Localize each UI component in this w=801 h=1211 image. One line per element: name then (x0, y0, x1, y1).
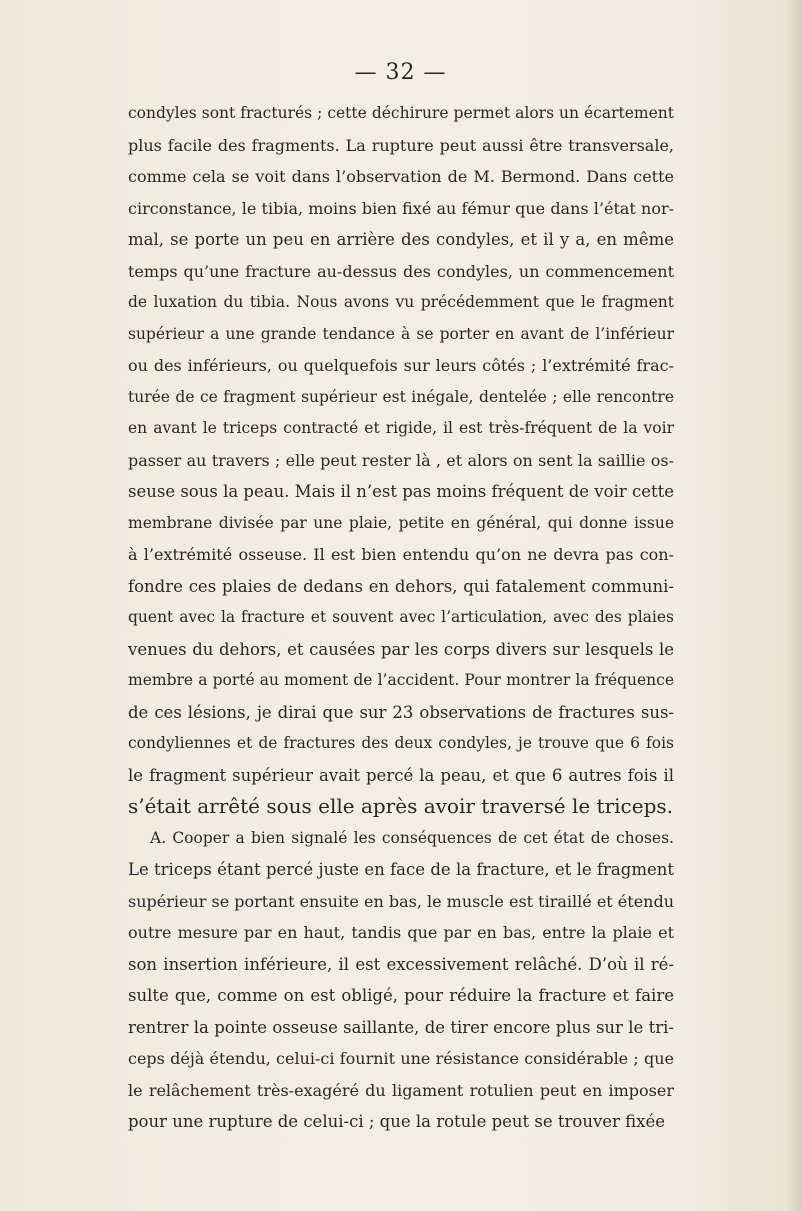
page-number: — 32 — (354, 60, 447, 85)
text-line: A. Cooper a bien signalé les conséquences de cet état de choses. (150, 828, 674, 847)
text-line: mal, se porte un peu en arrière des condyles, et il y a, en même (128, 230, 674, 249)
text-line: plus facile des fragments. La rupture peut aussi être transversale, (128, 135, 674, 155)
page-edge-shadow (787, 0, 801, 1211)
text-line: ceps déjà étendu, celui-ci fournit une résistance considérable ; que (128, 1049, 674, 1068)
text-line: passer au travers ; elle peut rester là , et alors on sent la saillie os- (128, 450, 674, 470)
text-line: fondre ces plaies de dedans en dehors, qui fatalement communi- (128, 576, 674, 596)
text-line: supérieur a une grande tendance à se porter en avant de l’inférieur (128, 324, 674, 343)
text-line: condyliennes et de fractures des deux condyles, je trouve que 6 fois (128, 734, 674, 752)
text-line: seuse sous la peau. Mais il n’est pas moins fréquent de voir cette (128, 482, 675, 501)
text-line: rentrer la pointe osseuse saillante, de tirer encore plus sur le tri- (128, 1017, 674, 1037)
text-line: supérieur se portant ensuite en bas, le muscle est tiraillé et étendu (128, 891, 675, 911)
text-line: membre a porté au moment de l’accident. Pour montrer la fréquence (128, 671, 674, 689)
text-line: venues du dehors, et causées par les corps divers sur lesquels le (128, 639, 674, 659)
text-line: quent avec la fracture et souvent avec l’articulation, avec des plaies (128, 608, 674, 626)
text-line: sulte que, comme on est obligé, pour réduire la fracture et faire (128, 986, 674, 1005)
text-line: outre mesure par en haut, tandis que par en bas, entre la plaie et (128, 923, 674, 942)
text-line: comme cela se voit dans l’observation de M. Bermond. Dans cette (128, 167, 674, 186)
text-line: de luxation du tibia. Nous avons vu précédemment que le fragment (128, 293, 674, 311)
text-line: turée de ce fragment supérieur est inégale, dentelée ; elle rencontre (128, 387, 674, 406)
text-line: condyles sont fracturés ; cette déchirure permet alors un écartement (128, 104, 674, 122)
text-line: son insertion inférieure, il est excessivement relâché. D’où il ré- (128, 954, 674, 974)
text-line: membrane divisée par une plaie, petite en général, qui donne issue (128, 513, 674, 532)
text-line: à l’extrémité osseuse. Il est bien entendu qu’on ne devra pas con- (128, 545, 674, 564)
text-line: le fragment supérieur avait percé la peau, et que 6 autres fois il (128, 765, 674, 785)
text-line: circonstance, le tibia, moins bien fixé au fémur que dans l’état nor- (128, 198, 674, 218)
body-text (128, 98, 674, 1138)
text-line: ou des inférieurs, ou quelquefois sur leurs côtés ; l’extrémité frac- (128, 356, 674, 375)
text-line: de ces lésions, je dirai que sur 23 observations de fractures sus- (128, 702, 674, 722)
text-line: le relâchement très-exagéré du ligament rotulien peut en imposer (128, 1080, 674, 1100)
text-line: temps qu’une fracture au-dessus des condyles, un commencement (128, 261, 674, 281)
text-line: pour une rupture de celui-ci ; que la rotule peut se trouver fixée (128, 1112, 666, 1131)
text-line: en avant le triceps contracté et rigide, il est très-fréquent de la voir (128, 419, 674, 437)
text-line: Le triceps étant percé juste en face de la fracture, et le fragment (128, 860, 674, 879)
text-line: s’était arrêté sous elle après avoir traversé le triceps. (128, 794, 673, 818)
